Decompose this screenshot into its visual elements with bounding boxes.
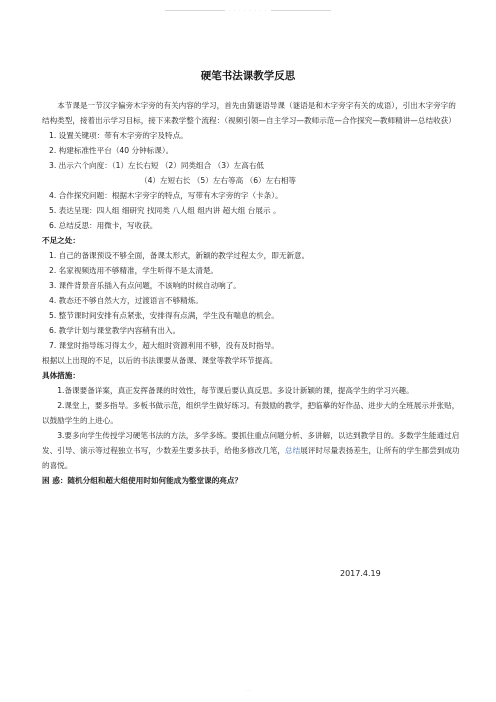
- shortcomings-heading: 不足之处：: [42, 236, 80, 245]
- measures-heading: 具体措施：: [42, 371, 80, 380]
- header-dots: · · · · · · · ·: [228, 8, 268, 14]
- document-date: 2017.4.19: [340, 569, 381, 578]
- document-title: 硬笔书法课教学反思: [200, 70, 296, 82]
- step-item: 3. 出示六个向度：（1）左长右短 （2）同类组合 （3）左高右低: [49, 161, 265, 170]
- page-header-watermark: [0, 8, 496, 14]
- measure-text: 展评时尽量表扬差生，让所有的学生都尝到成功的喜悦。: [42, 446, 460, 470]
- intro-paragraph: 本节课是一节汉字偏旁木字旁的有关内容的学习，首先由猜谜语导课（谜语是和木字旁字有关的成语），引出木字旁字的结构类型，接着出示学习目标，接下来教学整个流程：（视频引领—自主学习—教师示范—合作探究—教师精讲—总结收获）: [42, 101, 456, 125]
- step-item: 2. 构建标准性平台（40 分钟标课）。: [49, 146, 174, 155]
- step-item: 5. 表达呈现：四人组 细研究 找同类 八人组 组内讲 超大组 台展示 。: [49, 206, 281, 215]
- measure-paragraph: 1.备课要备详案，真正发挥备课的时效性，每节课后要认真反思。多设计新颖的课，提高学生的学习兴趣。: [57, 386, 414, 395]
- shortcoming-item: 3. 课件背景音乐插入有点问题，不该响的时候自动响了。: [49, 281, 241, 290]
- shortcoming-item: 4. 教态还不够自然大方，过渡语言不够精炼。: [49, 296, 203, 305]
- shortcoming-item: 6. 教学计划与课堂教学内容稍有出入。: [49, 326, 181, 335]
- summary-link[interactable]: 总结: [285, 446, 301, 455]
- shortcoming-item: 1. 自己的备课预设不够全面，备课太形式，新颖的教学过程太少，即无新意。: [49, 251, 310, 260]
- document-body: [42, 98, 462, 488]
- step-item: 1. 设置关键项：带有木字旁的字及特点。: [49, 131, 188, 140]
- step-item-continuation: （4）左短右长 （5）左右等高 （6）左右相等: [140, 176, 297, 185]
- header-rule-right: [271, 10, 331, 11]
- step-item: 6. 总结反思：用微卡，写收获。: [49, 221, 158, 230]
- reflection-line: 困 惑：随机分组和超大组使用时如何能成为整堂课的亮点？: [42, 476, 243, 485]
- shortcoming-item: 7. 课堂时指导练习得太少，超大组时资源利用不够，没有及时指导。: [49, 341, 279, 350]
- step-item: 4. 合作探究问题：根据木字旁字的特点，写带有木字旁的字（卡条）。: [49, 191, 283, 200]
- measure-paragraph: [42, 428, 462, 473]
- shortcoming-item: 2. 名家视频选用不够精准，学生听得不是太清楚。: [49, 266, 219, 275]
- summary-line: 根据以上出现的不足，以后的书法课要从备课、课堂等教学环节提高。: [42, 356, 278, 365]
- header-rule-left: [165, 10, 225, 11]
- measure-text: 3.要多向学生传授学习硬笔书法的方法，多学多练。要抓住重点问题分析、多讲解，以达到教学目的。多数学生能通过启发、引导、演示等过程独立书写，少数差生要多扶手，给他多修改几笔，: [42, 431, 460, 455]
- page-footer-watermark: · · ·: [244, 688, 252, 693]
- measure-paragraph: 2.课堂上，要多指导。多板书做示范，组织学生做好练习。有鼓励的教学，把临摹的好作品、进步大的全班展示并张贴，以鼓励学生的上进心。: [42, 401, 460, 425]
- shortcoming-item: 5. 整节课时间安排有点紧张，安排得有点满，学生没有喘息的机会。: [49, 311, 279, 320]
